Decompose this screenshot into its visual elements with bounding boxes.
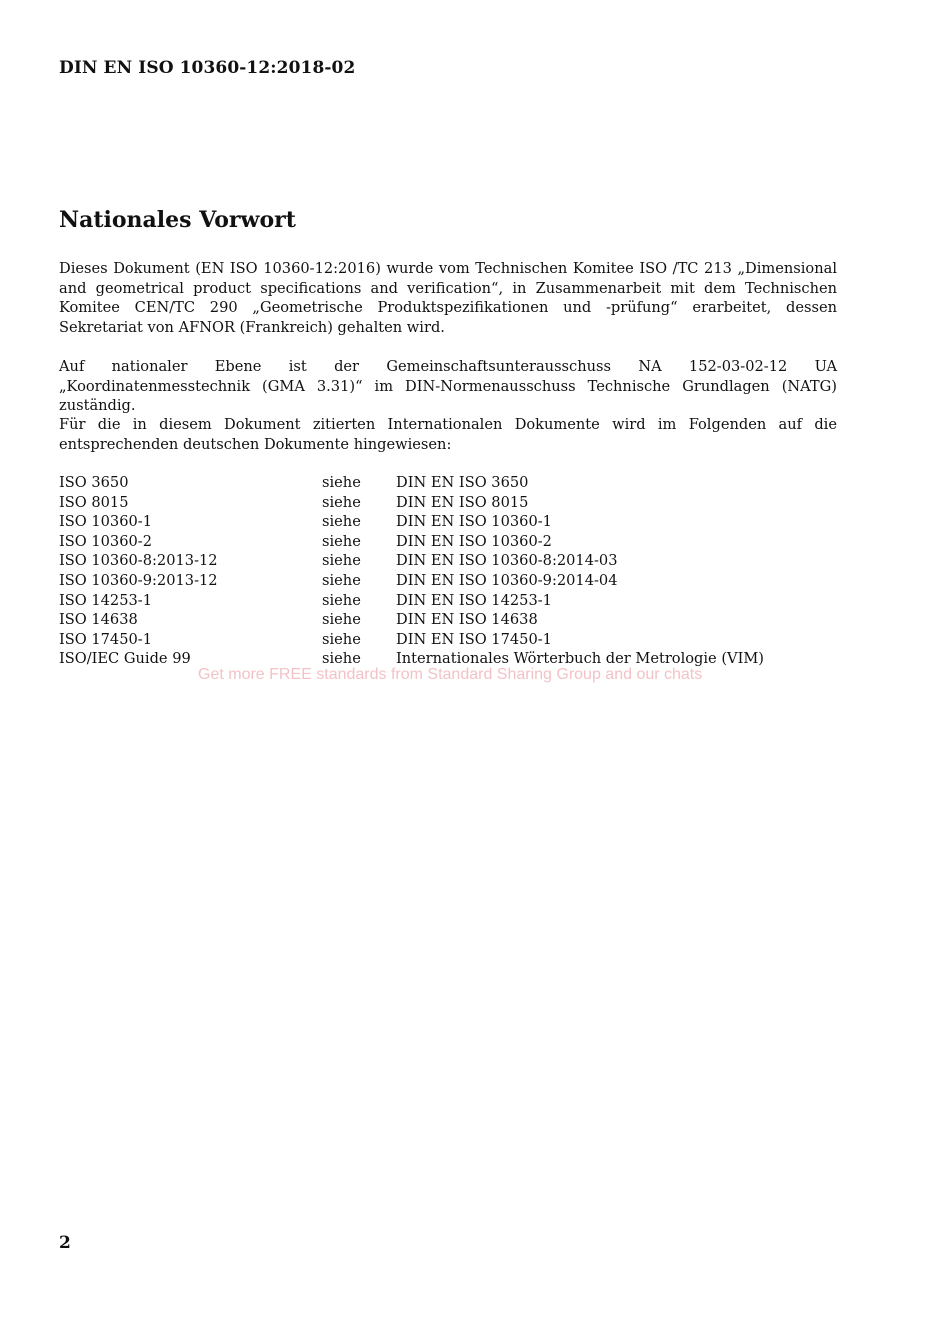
german-document: DIN EN ISO 8015	[396, 493, 529, 511]
table-row	[59, 532, 764, 552]
table-row	[59, 610, 764, 630]
see-label: siehe	[322, 630, 361, 648]
table-row	[59, 512, 764, 532]
german-document: DIN EN ISO 3650	[396, 474, 529, 491]
see-label: siehe	[322, 532, 361, 550]
see-label: siehe	[322, 591, 361, 609]
see-label: siehe	[322, 513, 361, 531]
intl-document: ISO 3650	[59, 474, 129, 491]
german-document: DIN EN ISO 10360-8:2014-03	[396, 552, 618, 570]
german-document: Internationales Wörterbuch der Metrologie (VIM)	[396, 650, 764, 668]
german-document: DIN EN ISO 14253-1	[396, 591, 552, 609]
document-id-header: DIN EN ISO 10360-12:2018-02	[59, 58, 356, 78]
intl-document: ISO 14638	[59, 611, 138, 629]
table-row	[59, 493, 764, 513]
table-row	[59, 571, 764, 591]
intl-document: ISO 10360-8:2013-12	[59, 552, 218, 570]
see-label: siehe	[322, 474, 361, 491]
intl-document: ISO/IEC Guide 99	[59, 650, 191, 668]
intl-document: ISO 10360-1	[59, 513, 153, 531]
german-document: DIN EN ISO 10360-2	[396, 532, 552, 550]
intl-document: ISO 14253-1	[59, 591, 153, 609]
german-document: DIN EN ISO 10360-1	[396, 513, 552, 531]
paragraph-national-level: Auf nationaler Ebene ist der Gemeinschaftsunterausschuss NA 152-03-02-12 UA „Koordinatenmesstechnik (GMA 3.31)“ im DIN-Normenausschuss Technische Grundlagen (NATG) zuständig.	[59, 358, 837, 415]
see-label: siehe	[322, 493, 361, 511]
german-document: DIN EN ISO 14638	[396, 611, 538, 629]
table-row	[59, 473, 764, 493]
page-number: 2	[59, 1233, 71, 1253]
paragraph-committee: Dieses Dokument (EN ISO 10360-12:2016) wurde vom Technischen Komitee ISO /TC 213 „Dimensional and geometrical product specifications and verification“, in Zusammenarbeit mit dem Technischen Komitee CEN/TC 290 „Geometrische Produktspezifikationen und -prüfung“ erarbeitet, dessen Sekretariat von AFNOR (Frankreich) gehalten wird.	[59, 260, 837, 336]
intl-document: ISO 8015	[59, 493, 129, 511]
table-row	[59, 551, 764, 571]
paragraph-references-intro: Für die in diesem Dokument zitierten Internationalen Dokumente wird im Folgenden auf die entsprechenden deutschen Dokumente hingewiesen:	[59, 416, 837, 453]
reference-table	[59, 473, 764, 669]
table-row	[59, 591, 764, 611]
section-title: Nationales Vorwort	[59, 207, 296, 233]
intl-document: ISO 10360-2	[59, 532, 153, 550]
see-label: siehe	[322, 571, 361, 589]
german-document: DIN EN ISO 10360-9:2014-04	[396, 571, 618, 589]
see-label: siehe	[322, 611, 361, 629]
intl-document: ISO 10360-9:2013-12	[59, 571, 218, 589]
see-label: siehe	[322, 552, 361, 570]
watermark-text: Get more FREE standards from Standard Sharing Group and our chats	[198, 666, 703, 683]
table-row	[59, 630, 764, 650]
see-label: siehe	[322, 650, 361, 668]
german-document: DIN EN ISO 17450-1	[396, 630, 552, 648]
intl-document: ISO 17450-1	[59, 630, 153, 648]
